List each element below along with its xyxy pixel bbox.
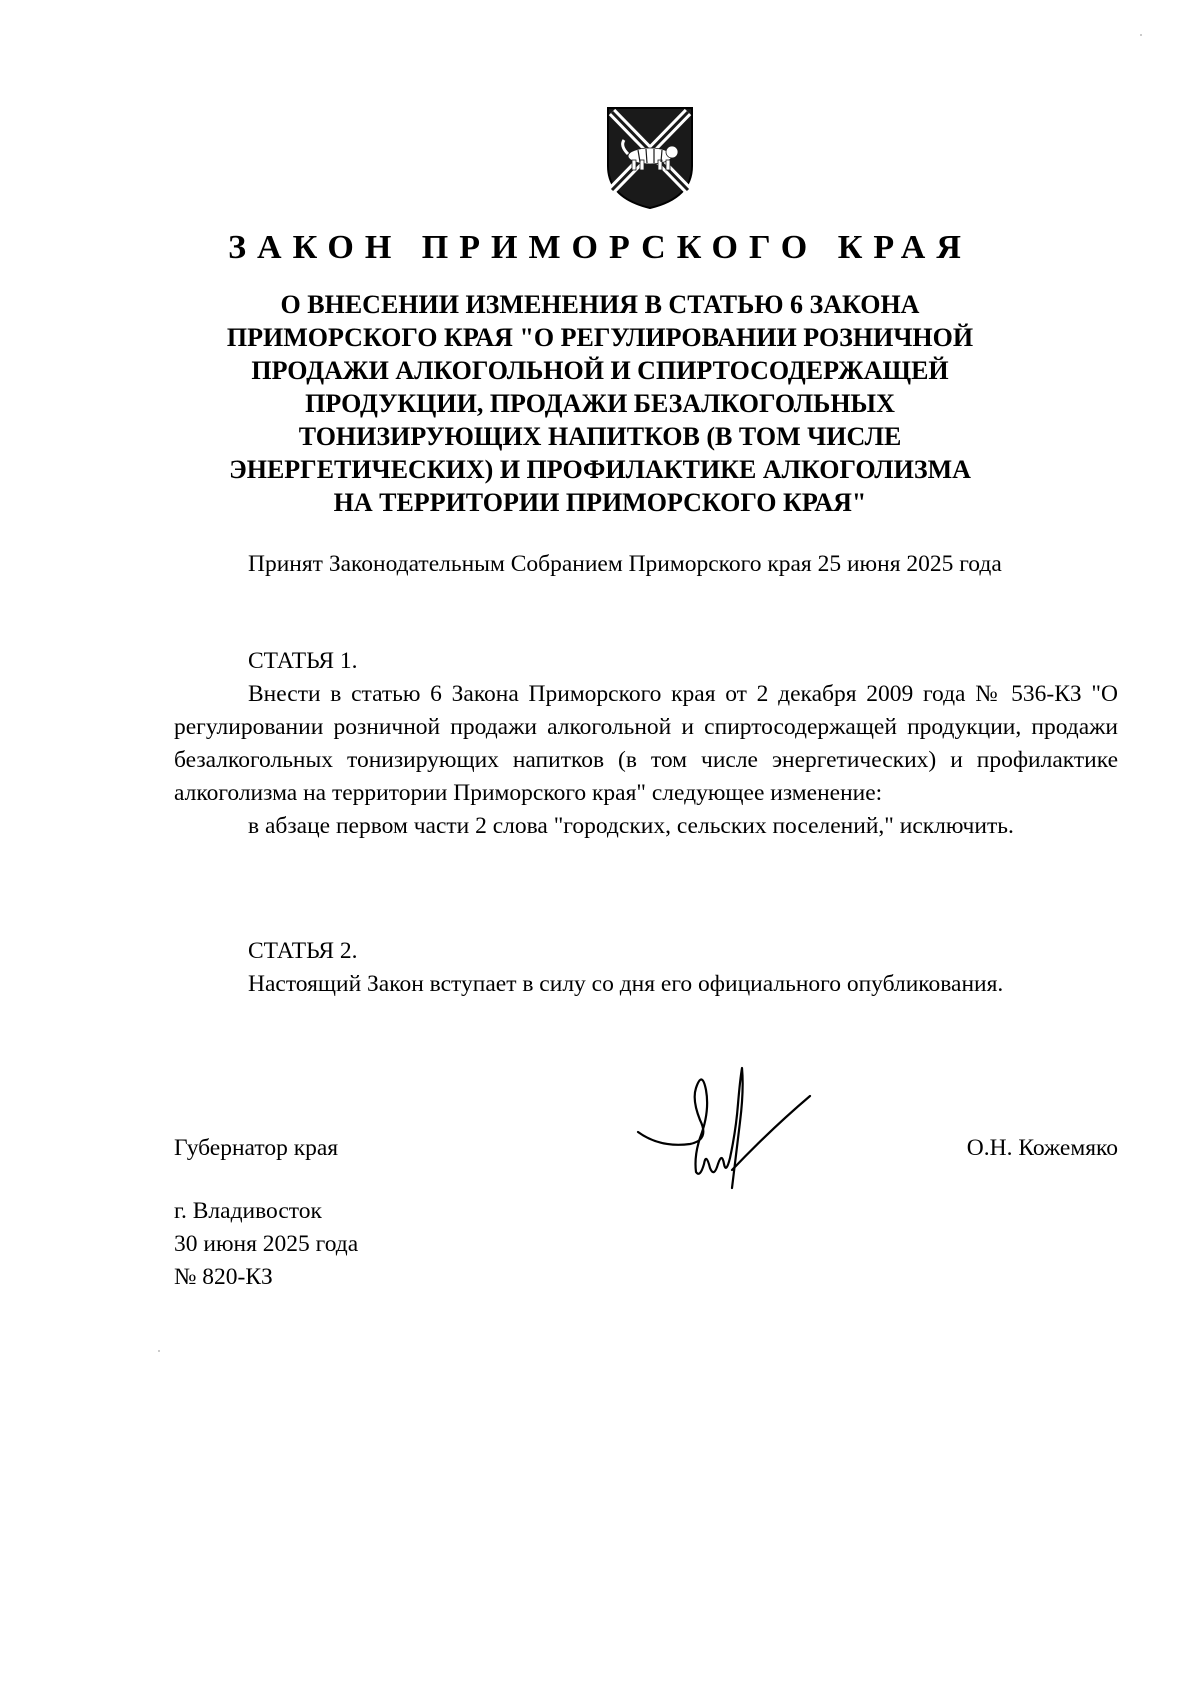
article-1-heading: СТАТЬЯ 1.: [248, 648, 358, 674]
law-title-line: ЭНЕРГЕТИЧЕСКИХ) И ПРОФИЛАКТИКЕ АЛКОГОЛИЗМА: [229, 455, 971, 484]
adoption-text: Принят Законодательным Собранием Приморского края 25 июня 2025 года: [248, 551, 1002, 577]
document-footer: [174, 1195, 358, 1294]
law-title-line: ПРОДУКЦИИ, ПРОДАЖИ БЕЗАЛКОГОЛЬНЫХ: [305, 389, 895, 418]
adoption-statement: [174, 548, 1118, 581]
article-1-paragraph-1: Внести в статью 6 Закона Приморского края от 2 декабря 2009 года № 536-КЗ "О регулировании розничной продажи алкогольной и спиртосодержащей продукции, продажи безалкогольных тонизирующих напитков (в том числе энергетических) и профилактике алкоголизма на территории Приморского края" следующее изменение:: [174, 681, 1118, 806]
law-title-line: ПРОДАЖИ АЛКОГОЛЬНОЙ И СПИРТОСОДЕРЖАЩЕЙ: [251, 356, 949, 385]
footer-number: № 820-КЗ: [174, 1264, 273, 1290]
article-1-paragraph-2: в абзаце первом части 2 слова "городских, сельских поселений," исключить.: [248, 813, 1014, 839]
footer-date: 30 июня 2025 года: [174, 1231, 359, 1257]
handwritten-signature: [630, 1060, 820, 1210]
scan-speck: [158, 1350, 160, 1352]
law-title: [160, 288, 1040, 519]
document-type-heading: ЗАКОН ПРИМОРСКОГО КРАЯ: [228, 229, 972, 266]
signatory-position: Губернатор края: [174, 1135, 339, 1161]
law-title-line: НА ТЕРРИТОРИИ ПРИМОРСКОГО КРАЯ": [333, 488, 867, 517]
scan-speck: [1140, 34, 1142, 36]
footer-city: г. Владивосток: [174, 1198, 322, 1224]
article-2-heading: СТАТЬЯ 2.: [248, 938, 358, 964]
primorsky-coat-of-arms-icon: [606, 106, 694, 210]
article-1: [174, 645, 1118, 843]
law-title-line: О ВНЕСЕНИИ ИЗМЕНЕНИЯ В СТАТЬЮ 6 ЗАКОНА: [280, 290, 920, 319]
article-2-paragraph: Настоящий Закон вступает в силу со дня его официального опубликования.: [248, 971, 1004, 997]
law-title-line: ТОНИЗИРУЮЩИХ НАПИТКОВ (В ТОМ ЧИСЛЕ: [298, 422, 902, 451]
signatory-name: О.Н. Кожемяко: [966, 1135, 1118, 1161]
article-2: [174, 935, 1118, 1001]
law-title-line: ПРИМОРСКОГО КРАЯ "О РЕГУЛИРОВАНИИ РОЗНИЧНОЙ: [226, 323, 974, 352]
